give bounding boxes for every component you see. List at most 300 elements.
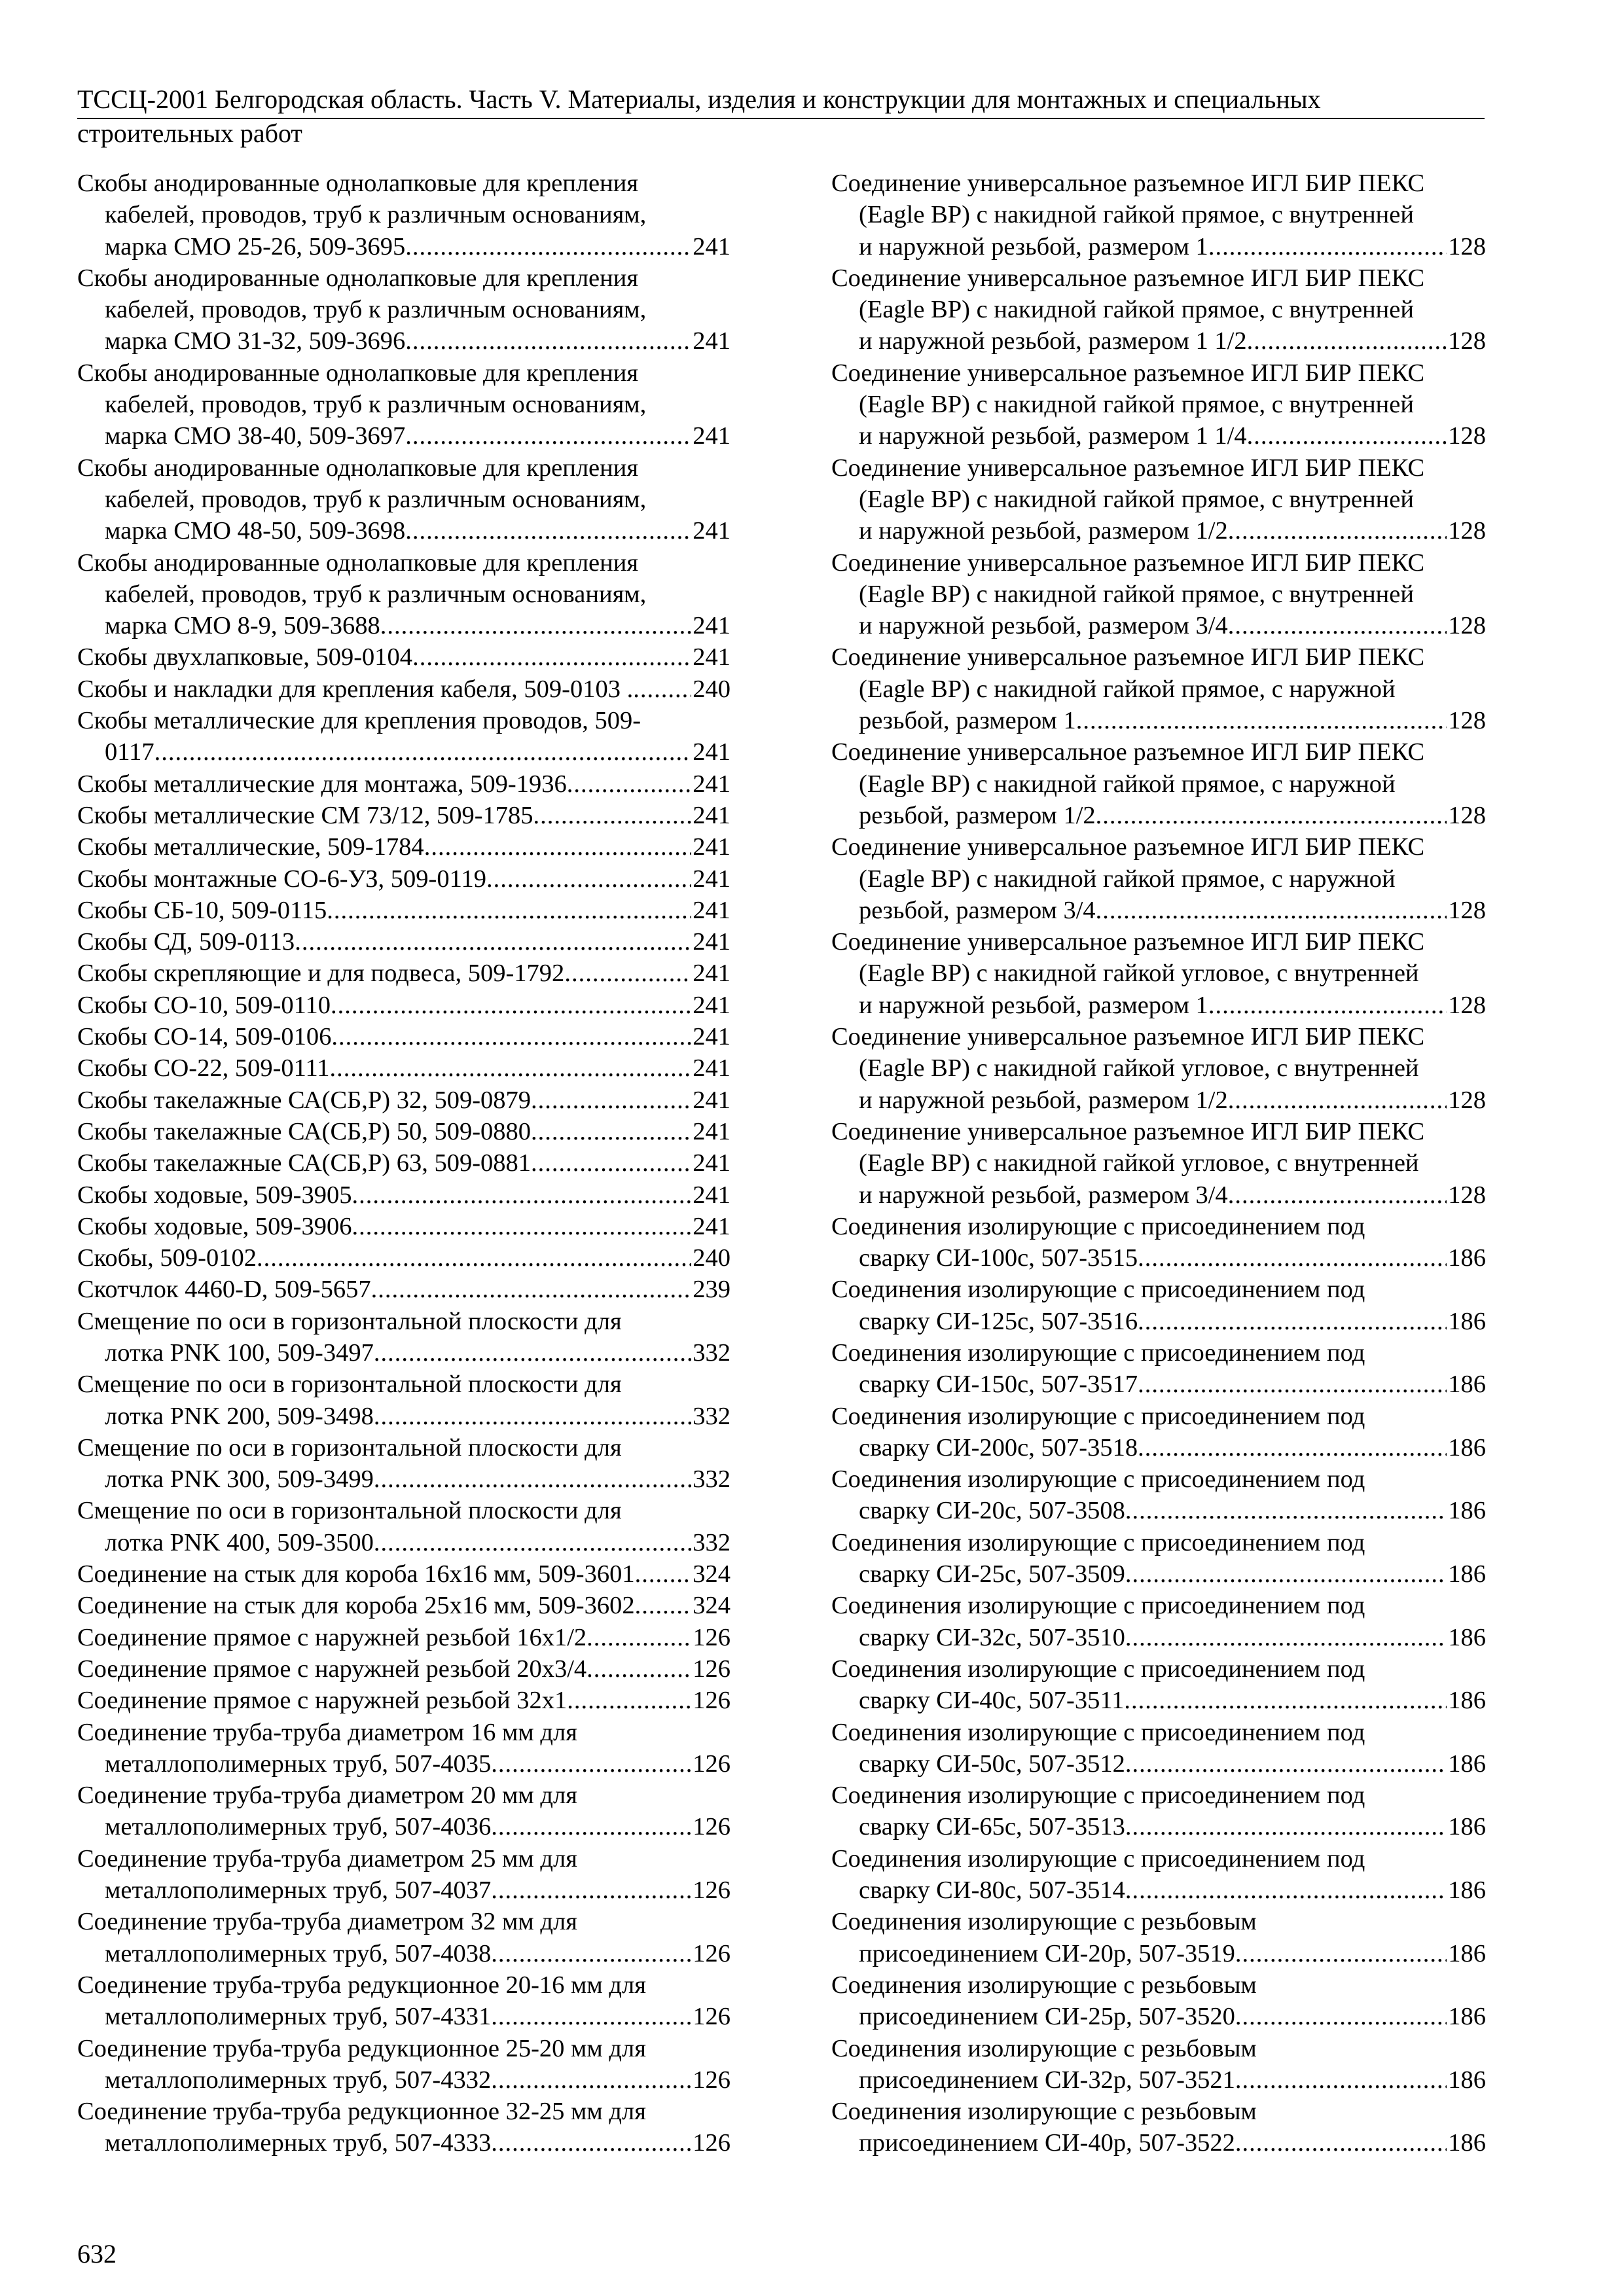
index-entry-line: Смещение по оси в горизонтальной плоскости для (77, 1307, 622, 1335)
index-page-ref: 128 (1448, 232, 1486, 260)
index-page-ref: 241 (693, 1117, 731, 1145)
index-entry-line (831, 1622, 1486, 1653)
index-entry-line (77, 1401, 731, 1432)
index-entry-line: Соединение универсальное разъемное ИГЛ БИР ПЕКС (831, 359, 1425, 387)
dot-leader (1235, 1938, 1447, 1969)
index-entry-text: сварку СИ-50с, 507-3512 (859, 1749, 1125, 1778)
index-page-ref: 128 (1448, 801, 1486, 829)
index-entry-line (77, 1179, 731, 1211)
dot-leader (380, 610, 691, 641)
index-page-ref: 241 (693, 1054, 731, 1083)
index-entry-text: резьбой, размером 3/4 (859, 896, 1096, 924)
dot-leader (1138, 1432, 1447, 1463)
dot-leader (1125, 1495, 1447, 1526)
index-entry-text: и наружной резьбой, размером 1 1/2 (859, 327, 1247, 355)
index-entry (831, 357, 1486, 452)
index-entry-line: Смещение по оси в горизонтальной плоскости для (77, 1371, 622, 1399)
index-entry-line: Соединение труба-труба диаметром 16 мм для (77, 1718, 577, 1746)
index-entry-line (831, 231, 1486, 262)
dot-leader (491, 2001, 691, 2032)
index-entry-line (831, 895, 1486, 926)
index-entry-line (77, 926, 731, 958)
index-entry-line (831, 1874, 1486, 1906)
index-entry (77, 1906, 731, 1969)
index-entry-text: Скобы такелажные СА(СБ,Р) 50, 509-0880 (77, 1117, 532, 1145)
dot-leader (1076, 705, 1447, 736)
index-page-ref: 241 (693, 1023, 731, 1051)
index-entry (77, 1590, 731, 1621)
index-page-ref: 241 (693, 960, 731, 988)
index-entry (77, 895, 731, 926)
dot-leader (1228, 515, 1447, 547)
index-entry (77, 1495, 731, 1558)
index-entry-line: Соединение универсальное разъемное ИГЛ БИР ПЕКС (831, 833, 1425, 861)
index-entry-text: сварку СИ-20с, 507-3508 (859, 1497, 1125, 1525)
index-entry-text: Скобы СД, 509-0113 (77, 928, 295, 956)
index-entry-line: Соединения изолирующие с присоединением под (831, 1782, 1365, 1810)
index-entry (77, 1147, 731, 1179)
index-entry-text: марка СМО 48-50, 509-3698 (105, 517, 406, 545)
dot-leader (405, 325, 691, 357)
index-page-ref: 126 (693, 2129, 731, 2157)
index-page-ref: 128 (1448, 1086, 1486, 1114)
index-entry-line (831, 610, 1486, 641)
index-entry-line (77, 768, 731, 800)
index-page-ref: 186 (1448, 1876, 1486, 1905)
index-entry (77, 1052, 731, 1084)
index-entry-line (77, 673, 731, 705)
index-entry (831, 547, 1486, 642)
index-page-ref: 241 (693, 928, 731, 956)
index-entry-line (831, 2001, 1486, 2032)
dot-leader (1235, 2127, 1447, 2159)
index-entry-line: Соединения изолирующие с присоединением под (831, 1718, 1365, 1746)
index-entry-text: Скобы скрепляющие и для подвеса, 509-1792 (77, 960, 565, 988)
dot-leader (1125, 1748, 1447, 1780)
index-entry-line: Соединение труба-труба редукционное 20-16 мм для (77, 1971, 646, 1999)
index-page-ref: 239 (693, 1276, 731, 1304)
index-page-ref: 241 (693, 833, 731, 861)
index-entry-line: Соединение труба-труба диаметром 32 мм для (77, 1908, 577, 1936)
index-entry-line (77, 515, 731, 547)
index-page-ref: 186 (1448, 1560, 1486, 1588)
index-entry-line: Соединения изолирующие с присоединением под (831, 1844, 1365, 1873)
index-entry-text: и наружной резьбой, размером 1 1/4 (859, 422, 1247, 450)
index-entry-line (831, 1685, 1486, 1716)
index-entry-text: сварку СИ-150с, 507-3517 (859, 1371, 1138, 1399)
index-entry (77, 547, 731, 642)
index-entry-line (77, 736, 731, 768)
index-entry-line (77, 1558, 731, 1590)
index-entry-line (77, 1052, 731, 1084)
dot-leader (567, 768, 692, 800)
index-entry-line (77, 2064, 731, 2096)
index-entry-text: Скобы такелажные СА(СБ,Р) 32, 509-0879 (77, 1086, 532, 1114)
index-page-ref: 241 (693, 422, 731, 450)
index-entry (831, 1337, 1486, 1401)
dot-leader (491, 2127, 691, 2159)
index-entry (831, 641, 1486, 736)
index-entry-text: и наружной резьбой, размером 1/2 (859, 517, 1228, 545)
index-entry-line: Соединения изолирующие с присоединением под (831, 1465, 1365, 1494)
index-entry (77, 1780, 731, 1843)
index-entry-text: Скотчлок 4460-D, 509-5657 (77, 1276, 371, 1304)
index-entry-line: (Eagle BP) с накидной гайкой прямое, с внутренней (859, 391, 1414, 419)
index-entry-text: лотка PNK 200, 509-3498 (105, 1402, 374, 1430)
index-entry-text: Скобы, 509-0102 (77, 1244, 257, 1272)
index-entry-text: металлополимерных труб, 507-4036 (105, 1813, 492, 1841)
index-entry-text: сварку СИ-125с, 507-3516 (859, 1307, 1138, 1335)
dot-leader (374, 1401, 691, 1432)
index-entry-line: Смещение по оси в горизонтальной плоскости для (77, 1497, 622, 1525)
index-entry-line (831, 990, 1486, 1021)
dot-leader (1228, 610, 1447, 641)
index-entry-line (77, 1527, 731, 1558)
dot-leader (1228, 1085, 1447, 1116)
dot-leader (327, 895, 691, 926)
index-page-ref: 126 (693, 2066, 731, 2094)
index-entry-text: Скобы СБ-10, 509-0115 (77, 896, 327, 924)
index-entry-line: Скобы металлические для крепления проводов, 509- (77, 707, 641, 735)
index-page-ref: 241 (693, 327, 731, 355)
dot-leader (531, 1147, 691, 1179)
index-entry (77, 2033, 731, 2096)
index-entry-line (77, 1337, 731, 1369)
index-entry-text: сварку СИ-65с, 507-3513 (859, 1813, 1125, 1841)
index-entry (831, 1717, 1486, 1780)
dot-leader (330, 1052, 692, 1084)
index-entry (77, 1685, 731, 1716)
index-column-right (831, 168, 1486, 2159)
index-entry-text: Скобы СО-22, 509-0111 (77, 1054, 330, 1083)
index-entry-text: Скобы СО-10, 509-0110 (77, 991, 331, 1019)
index-entry-line: кабелей, проводов, труб к различным основаниям, (105, 296, 647, 324)
index-entry-line: (Eagle BP) с накидной гайкой прямое, с внутренней (859, 296, 1414, 324)
index-page-ref: 332 (693, 1402, 731, 1430)
index-entry-line: Соединения изолирующие с резьбовым (831, 1971, 1257, 1999)
dot-leader (1125, 1811, 1447, 1842)
index-entry-line (831, 1369, 1486, 1400)
dot-leader (352, 1179, 691, 1211)
index-entry (77, 1432, 731, 1496)
dot-leader (331, 1021, 691, 1052)
dot-leader (1096, 800, 1447, 831)
dot-leader (412, 641, 691, 673)
dot-leader (1138, 1242, 1447, 1274)
header-subtitle: строительных работ (77, 118, 302, 148)
index-page-ref: 186 (1448, 1939, 1486, 1967)
index-page-ref: 126 (693, 1623, 731, 1651)
dot-leader (1096, 895, 1447, 926)
index-entry (831, 1274, 1486, 1337)
index-entry (77, 452, 731, 547)
index-entry-line: Соединение труба-труба диаметром 20 мм для (77, 1782, 577, 1810)
index-entry-line (831, 2127, 1486, 2159)
index-entry-line: Соединение универсальное разъемное ИГЛ БИР ПЕКС (831, 738, 1425, 766)
index-entry-text: марка СМО 25-26, 509-3695 (105, 232, 406, 260)
dot-leader (257, 1242, 691, 1274)
index-page-ref: 241 (693, 1086, 731, 1114)
index-entry-text: резьбой, размером 1 (859, 707, 1076, 735)
index-entry-line (77, 1021, 731, 1052)
index-entry-line (831, 1432, 1486, 1463)
dot-leader (1138, 1306, 1447, 1337)
index-entry-text: Соединение прямое с наружней резьбой 32х1 (77, 1687, 568, 1715)
index-entry-line (831, 1938, 1486, 1969)
index-entry-text: металлополимерных труб, 507-4332 (105, 2066, 492, 2094)
dot-leader (586, 1622, 691, 1653)
index-entry (77, 1116, 731, 1147)
index-entry-line (831, 800, 1486, 831)
index-entry-text: присоединением СИ-32р, 507-3521 (859, 2066, 1235, 2094)
dot-leader (331, 990, 691, 1021)
dot-leader (635, 1590, 692, 1621)
index-entry-line (831, 1811, 1486, 1842)
index-entry-line: кабелей, проводов, труб к различным основаниям, (105, 391, 647, 419)
index-page-ref: 241 (693, 738, 731, 766)
index-entry-line (77, 610, 731, 641)
index-entry (77, 926, 731, 958)
index-entry-text: Скобы двухлапковые, 509-0104 (77, 643, 413, 672)
dot-leader (491, 1938, 691, 1969)
index-entry-line (831, 2064, 1486, 2096)
index-entry-line: Соединение универсальное разъемное ИГЛ БИР ПЕКС (831, 643, 1425, 672)
dot-leader (635, 1558, 692, 1590)
index-entry-line (77, 1811, 731, 1842)
index-entry-line: Соединение труба-труба диаметром 25 мм для (77, 1844, 577, 1873)
index-entry-text: Соединение прямое с наружней резьбой 16х1/2 (77, 1623, 587, 1651)
index-entry (77, 168, 731, 262)
index-entry (831, 1116, 1486, 1211)
index-entry (77, 1717, 731, 1780)
index-entry (77, 1211, 731, 1242)
index-page-ref: 241 (693, 517, 731, 545)
dot-leader (295, 926, 691, 958)
dot-leader (1208, 990, 1447, 1021)
index-page-ref: 128 (1448, 1181, 1486, 1209)
index-entry-line (831, 1495, 1486, 1526)
index-entry-line (77, 863, 731, 895)
index-entry-line (77, 1211, 731, 1242)
index-entry (831, 1590, 1486, 1653)
index-entry (77, 831, 731, 863)
index-entry-line (77, 958, 731, 989)
index-entry-line: Скобы анодированные однолапковые для крепления (77, 548, 639, 577)
index-entry-text: Скобы монтажные СО-6-УЗ, 509-0119 (77, 865, 486, 893)
dot-leader (405, 231, 691, 262)
index-entry-line (831, 325, 1486, 357)
index-entry-text: Скобы такелажные СА(СБ,Р) 63, 509-0881 (77, 1149, 532, 1177)
dot-leader (1138, 1369, 1447, 1400)
index-page-ref: 186 (1448, 2066, 1486, 2094)
dot-leader (1125, 1558, 1447, 1590)
index-entry-line: (Eagle BP) с накидной гайкой прямое, с внутренней (859, 580, 1414, 608)
index-entry (831, 1969, 1486, 2033)
index-entry-text: сварку СИ-200с, 507-3518 (859, 1433, 1138, 1462)
index-entry-line: Соединения изолирующие с резьбовым (831, 2098, 1257, 2126)
index-page-ref: 332 (693, 1528, 731, 1556)
index-entry (77, 262, 731, 357)
index-entry-text: Скобы металлические, 509-1784 (77, 833, 424, 861)
index-entry (77, 800, 731, 831)
index-page-ref: 126 (693, 1749, 731, 1778)
index-page-ref: 241 (693, 896, 731, 924)
index-entry-text: Скобы и накладки для крепления кабеля, 509-0103 . (77, 675, 634, 703)
index-page-ref: 241 (693, 770, 731, 798)
index-entry-line: Соединения изолирующие с присоединением под (831, 1402, 1365, 1430)
index-entry-line (77, 1116, 731, 1147)
index-entry-line (77, 895, 731, 926)
index-entry (77, 1369, 731, 1432)
index-entry-text: лотка PNK 100, 509-3497 (105, 1338, 374, 1367)
index-entry (77, 1179, 731, 1211)
index-entry (77, 1085, 731, 1116)
index-entry-text: и наружной резьбой, размером 1/2 (859, 1086, 1228, 1114)
index-entry-line (77, 325, 731, 357)
index-entry-line: Скобы анодированные однолапковые для крепления (77, 359, 639, 387)
index-entry-line (77, 800, 731, 831)
index-entry (77, 990, 731, 1021)
dot-leader (374, 1527, 691, 1558)
index-entry-text: и наружной резьбой, размером 3/4 (859, 1181, 1228, 1209)
index-entry (831, 1021, 1486, 1116)
index-entry (831, 452, 1486, 547)
index-page-ref: 186 (1448, 2003, 1486, 2031)
index-page-ref: 186 (1448, 1687, 1486, 1715)
index-entry-text: сварку СИ-25с, 507-3509 (859, 1560, 1125, 1588)
index-entry-line: (Eagle BP) с накидной гайкой прямое, с наружной (859, 770, 1396, 798)
index-entry-line: Соединение труба-труба редукционное 32-25 мм для (77, 2098, 646, 2126)
index-page-ref: 241 (693, 865, 731, 893)
index-entry-line (77, 1242, 731, 1274)
index-page-ref: 241 (693, 1181, 731, 1209)
index-entry-text: сварку СИ-100с, 507-3515 (859, 1244, 1138, 1272)
index-entry-line (77, 1622, 731, 1653)
index-entry (77, 1274, 731, 1305)
index-entry (77, 768, 731, 800)
dot-leader (1235, 2064, 1447, 2096)
index-entry-line: (Eagle BP) с накидной гайкой угловое, с внутренней (859, 1149, 1419, 1177)
index-entry-text: Скобы ходовые, 509-3906 (77, 1212, 352, 1240)
index-entry-text: Соединение прямое с наружней резьбой 20х3/4 (77, 1655, 587, 1683)
index-page-ref: 128 (1448, 517, 1486, 545)
index-entry-line (77, 2001, 731, 2032)
dot-leader (371, 1274, 692, 1305)
index-entry (77, 641, 731, 673)
index-entry-line: Соединения изолирующие с присоединением под (831, 1338, 1365, 1367)
index-page-ref: 324 (693, 1560, 731, 1588)
index-entry-text: Скобы металлические для монтажа, 509-1936 (77, 770, 567, 798)
index-entry-text: Скобы металлические СМ 73/12, 509-1785 (77, 801, 533, 829)
index-entry-text: марка СМО 38-40, 509-3697 (105, 422, 406, 450)
index-entry-line: Соединения изолирующие с резьбовым (831, 1908, 1257, 1936)
index-entry (77, 1021, 731, 1052)
index-entry-line: Соединения изолирующие с присоединением под (831, 1655, 1365, 1683)
index-entry-line (831, 420, 1486, 452)
index-entry-line (77, 1874, 731, 1906)
index-page-ref: 241 (693, 801, 731, 829)
index-page-ref: 186 (1448, 1749, 1486, 1778)
index-entry-text: сварку СИ-32с, 507-3510 (859, 1623, 1125, 1651)
index-entry (831, 1463, 1486, 1527)
index-entry-line (77, 1463, 731, 1495)
dot-leader (1124, 1685, 1447, 1716)
dot-leader (1208, 231, 1447, 262)
index-entry-line (831, 1558, 1486, 1590)
header-title: ТССЦ-2001 Белгородская область. Часть V. Материалы, изделия и конструкции для монтажных и специальных (77, 84, 1321, 114)
index-page-ref: 126 (693, 1939, 731, 1967)
dot-leader (424, 831, 692, 863)
page-header (77, 84, 1485, 119)
index-entry (831, 1527, 1486, 1590)
dot-leader (1235, 2001, 1447, 2032)
index-entry-line (77, 1653, 731, 1685)
index-entry-text: присоединением СИ-40р, 507-3522 (859, 2129, 1235, 2157)
index-page-ref: 186 (1448, 1307, 1486, 1335)
index-entry-line: Смещение по оси в горизонтальной плоскости для (77, 1433, 622, 1462)
index-entry (77, 1242, 731, 1274)
index-entry-line: Скобы анодированные однолапковые для крепления (77, 454, 639, 482)
index-page-ref: 241 (693, 612, 731, 640)
dot-leader (352, 1211, 691, 1242)
dot-leader (533, 800, 692, 831)
index-entry-text: марка СМО 8-9, 509-3688 (105, 612, 380, 640)
index-entry-line: (Eagle BP) с накидной гайкой угловое, с внутренней (859, 960, 1419, 988)
index-entry (831, 2033, 1486, 2096)
index-entry-line (77, 231, 731, 262)
index-entry-text: присоединением СИ-20р, 507-3519 (859, 1939, 1235, 1967)
index-entry (77, 863, 731, 895)
index-entry-line (77, 1147, 731, 1179)
index-entry (831, 1906, 1486, 1969)
index-entry-line: Соединение универсальное разъемное ИГЛ БИР ПЕКС (831, 548, 1425, 577)
index-page-ref: 128 (1448, 327, 1486, 355)
page-number: 632 (77, 2239, 117, 2269)
index-entry (831, 1653, 1486, 1717)
index-entry-text: сварку СИ-80с, 507-3514 (859, 1876, 1125, 1905)
index-page-ref: 241 (693, 991, 731, 1019)
dot-leader (633, 673, 691, 705)
index-page-ref: 128 (1448, 896, 1486, 924)
index-page-ref: 241 (693, 643, 731, 672)
index-entry-text: металлополимерных труб, 507-4333 (105, 2129, 492, 2157)
index-page-ref: 128 (1448, 707, 1486, 735)
dot-leader (405, 515, 691, 547)
index-page-ref: 186 (1448, 1433, 1486, 1462)
dot-leader (1125, 1622, 1447, 1653)
index-page-ref: 241 (693, 232, 731, 260)
index-entry-line (77, 1085, 731, 1116)
index-entry-line: (Eagle BP) с накидной гайкой прямое, с наружной (859, 865, 1396, 893)
index-entry (831, 1843, 1486, 1907)
index-entry-text: лотка PNK 400, 509-3500 (105, 1528, 374, 1556)
index-entry (831, 1780, 1486, 1843)
index-entry-line (77, 831, 731, 863)
index-entry (77, 705, 731, 768)
dot-leader (531, 1116, 691, 1147)
index-entry-line: (Eagle BP) с накидной гайкой прямое, с наружной (859, 675, 1396, 703)
index-page-ref: 186 (1448, 2129, 1486, 2157)
index-entry-line: Соединение труба-труба редукционное 25-20 мм для (77, 2034, 646, 2062)
index-entry-line (77, 1685, 731, 1716)
index-entry-line: кабелей, проводов, труб к различным основаниям, (105, 580, 647, 608)
dot-leader (154, 736, 692, 768)
index-entry-line: Соединение универсальное разъемное ИГЛ БИР ПЕКС (831, 1023, 1425, 1051)
dot-leader (564, 958, 691, 989)
index-page-ref: 186 (1448, 1813, 1486, 1841)
index-entry (77, 673, 731, 705)
index-page-ref: 186 (1448, 1623, 1486, 1651)
